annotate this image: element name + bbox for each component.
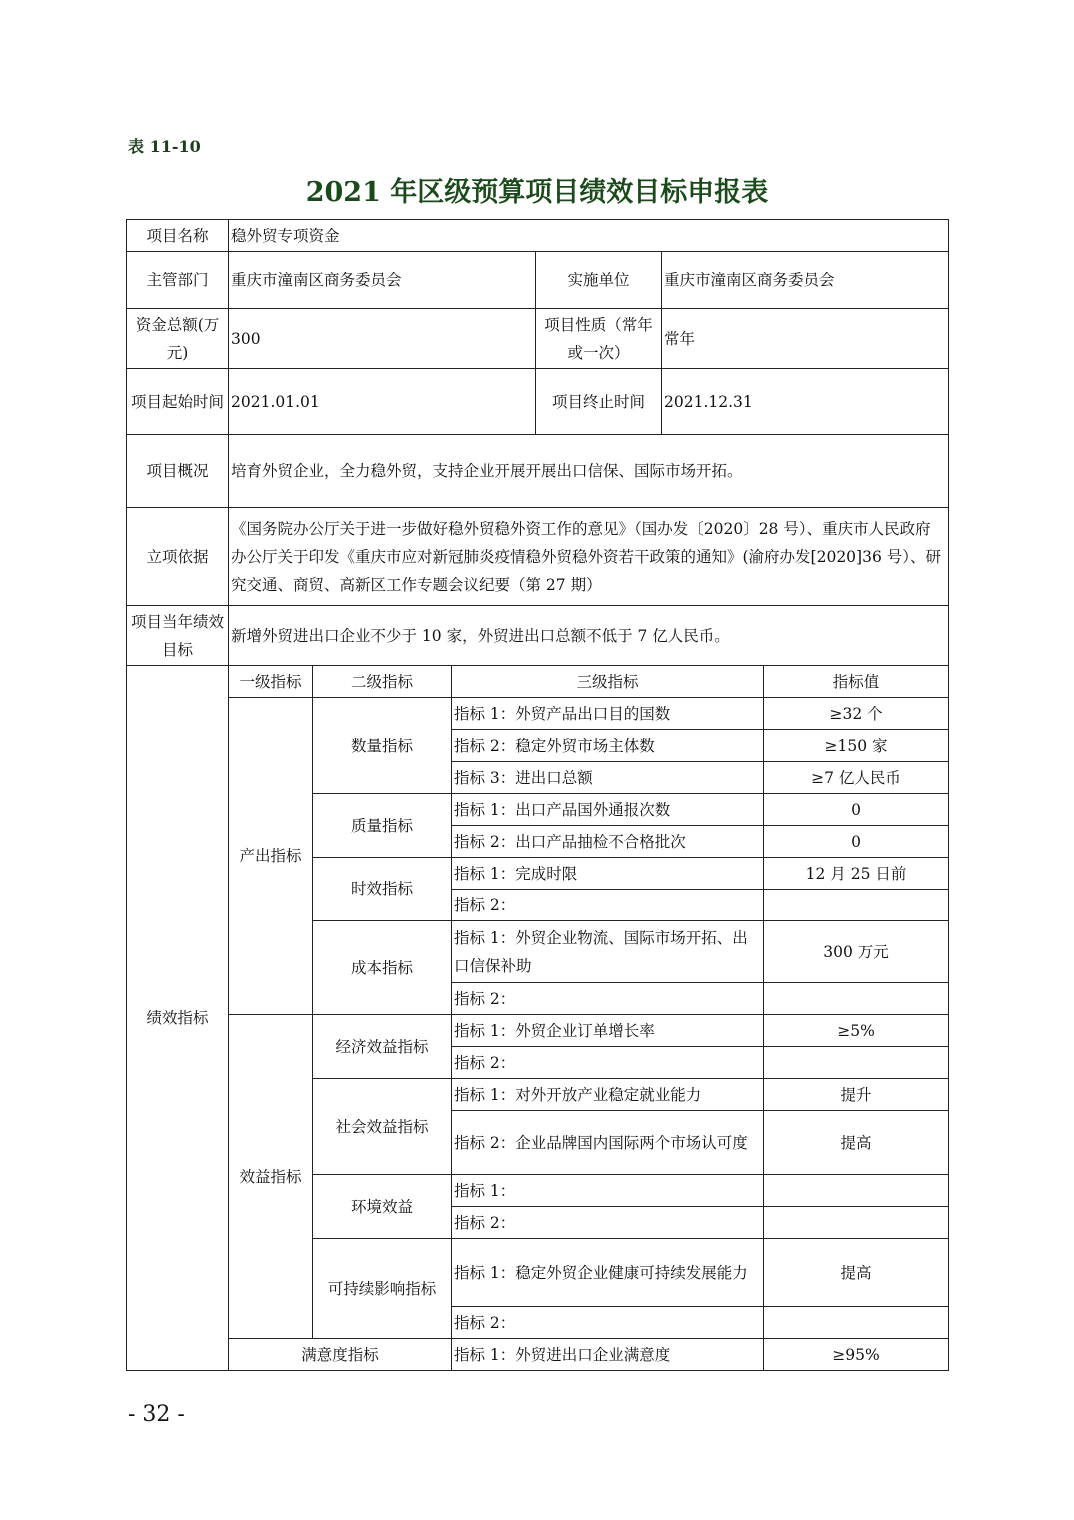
l2: 社会效益指标: [313, 1079, 452, 1175]
label: 立项依据: [127, 508, 229, 606]
l3: 指标 2：: [452, 1207, 764, 1239]
l3: 指标 2：: [452, 1047, 764, 1079]
label: 资金总额(万元): [127, 309, 229, 369]
l2: 成本指标: [313, 921, 452, 1015]
value: ≥150 家: [764, 730, 949, 762]
value: 《国务院办公厅关于进一步做好稳外贸稳外资工作的意见》（国办发〔2020〕28 号）、重庆市人民政府办公厅关于印发《重庆市应对新冠肺炎疫情稳外贸稳外资若干政策的通知》(渝府办发[2020]36 号）、研究交通、商贸、高新区工作专题会议纪要（第 27 期）: [229, 508, 949, 606]
value: 2021.12.31: [662, 369, 949, 435]
value: 提高: [764, 1239, 949, 1307]
header: 三级指标: [452, 666, 764, 698]
value: 新增外贸进出口企业不少于 10 家，外贸进出口总额不低于 7 亿人民币。: [229, 606, 949, 666]
l3: 指标 1：: [452, 1175, 764, 1207]
value: 提升: [764, 1079, 949, 1111]
label: 项目起始时间: [127, 369, 229, 435]
value: [764, 1207, 949, 1239]
l3: 指标 1：外贸企业订单增长率: [452, 1015, 764, 1047]
label: 项目概况: [127, 435, 229, 508]
header: 二级指标: [313, 666, 452, 698]
value: [764, 1047, 949, 1079]
value: [764, 1307, 949, 1339]
l3: 指标 2：出口产品抽检不合格批次: [452, 826, 764, 858]
l1: 满意度指标: [229, 1339, 452, 1371]
value: 常年: [662, 309, 949, 369]
performance-table: [126, 219, 949, 1371]
label: 项目名称: [127, 220, 229, 252]
table-number: 表 11-10: [128, 137, 201, 156]
l2: 数量指标: [313, 698, 452, 794]
page-title: 2021 年区级预算项目绩效目标申报表: [305, 177, 769, 208]
value: ≥5%: [764, 1015, 949, 1047]
metrics-label: 绩效指标: [127, 666, 229, 1371]
label: 项目当年绩效目标: [127, 606, 229, 666]
value: 重庆市潼南区商务委员会: [229, 252, 536, 309]
value: ≥7 亿人民币: [764, 762, 949, 794]
l3: 指标 3：进出口总额: [452, 762, 764, 794]
l2: 可持续影响指标: [313, 1239, 452, 1339]
l3: 指标 1：外贸进出口企业满意度: [452, 1339, 764, 1371]
value: [764, 983, 949, 1015]
label: 实施单位: [536, 252, 662, 309]
value: ≥95%: [764, 1339, 949, 1371]
value: [764, 890, 949, 921]
l3: 指标 1：稳定外贸企业健康可持续发展能力: [452, 1239, 764, 1307]
l2: 时效指标: [313, 858, 452, 921]
value: ≥32 个: [764, 698, 949, 730]
value: 300 万元: [764, 921, 949, 983]
value: 培育外贸企业，全力稳外贸，支持企业开展开展出口信保、国际市场开拓。: [229, 435, 949, 508]
l3: 指标 1：完成时限: [452, 858, 764, 890]
l3: 指标 1：对外开放产业稳定就业能力: [452, 1079, 764, 1111]
l2: 经济效益指标: [313, 1015, 452, 1079]
l3: 指标 2：: [452, 1307, 764, 1339]
value: 0: [764, 826, 949, 858]
header: 指标值: [764, 666, 949, 698]
header: 一级指标: [229, 666, 313, 698]
l1: 效益指标: [229, 1015, 313, 1339]
label: 项目性质（常年或一次）: [536, 309, 662, 369]
l3: 指标 2：稳定外贸市场主体数: [452, 730, 764, 762]
value: 提高: [764, 1111, 949, 1175]
label: 主管部门: [127, 252, 229, 309]
l2: 质量指标: [313, 794, 452, 858]
l3: 指标 1：外贸企业物流、国际市场开拓、出口信保补助: [452, 921, 764, 983]
l3: 指标 2：: [452, 890, 764, 921]
label: 项目终止时间: [536, 369, 662, 435]
value: 300: [229, 309, 536, 369]
value: 12 月 25 日前: [764, 858, 949, 890]
l3: 指标 1：外贸产品出口目的国数: [452, 698, 764, 730]
value: 稳外贸专项资金: [229, 220, 949, 252]
l3: 指标 1：出口产品国外通报次数: [452, 794, 764, 826]
value: 2021.01.01: [229, 369, 536, 435]
l2: 环境效益: [313, 1175, 452, 1239]
page-number: - 32 -: [128, 1402, 185, 1427]
l3: 指标 2：: [452, 983, 764, 1015]
l3: 指标 2：企业品牌国内国际两个市场认可度: [452, 1111, 764, 1175]
value: 0: [764, 794, 949, 826]
l1: 产出指标: [229, 698, 313, 1015]
value: 重庆市潼南区商务委员会: [662, 252, 949, 309]
value: [764, 1175, 949, 1207]
